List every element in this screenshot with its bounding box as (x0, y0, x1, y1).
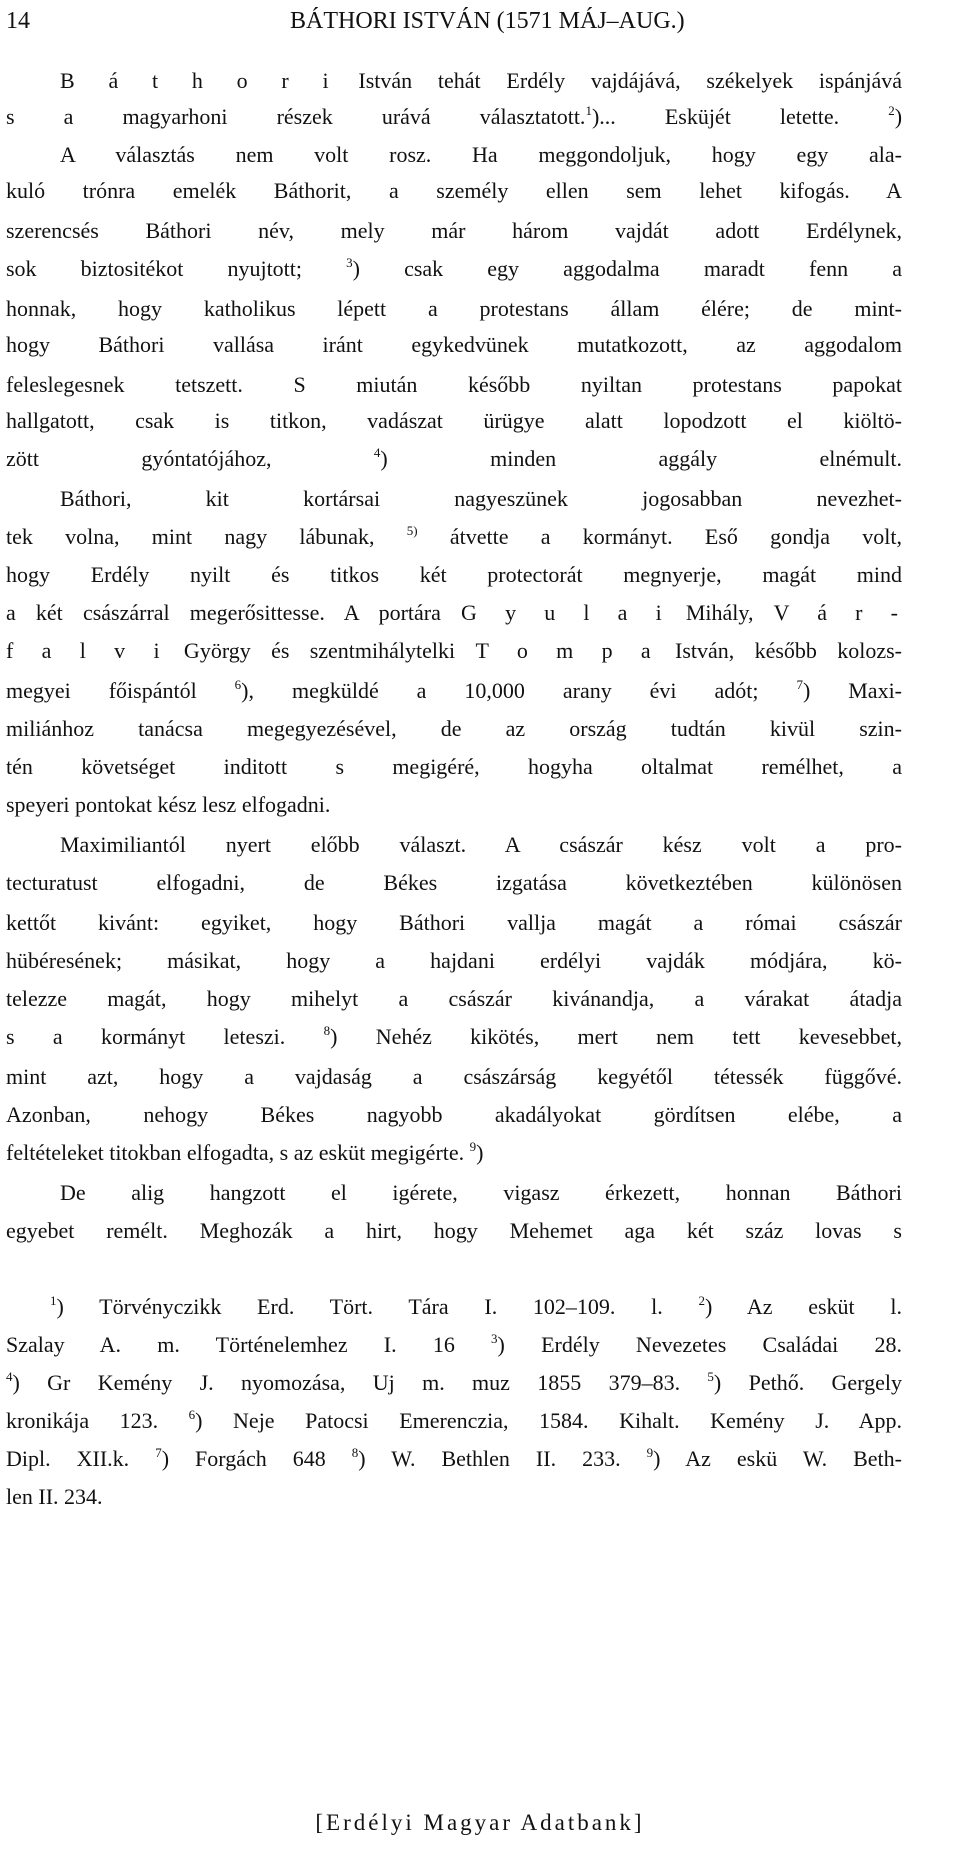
running-title: BÁTHORI ISTVÁN (1571 MÁJ–AUG.) (290, 8, 685, 34)
text-run: György és szentmihálytelki (163, 638, 476, 663)
footnote-ref: 6 (234, 677, 242, 692)
text-run: s a kormányt leteszi. (6, 1024, 324, 1049)
body-line (6, 406, 902, 436)
text-run: sok biztositékot nyujtott; (6, 256, 347, 281)
body-line (6, 102, 902, 132)
footnote-line (6, 1444, 902, 1474)
text-run: ) Neje Patocsi Emerenczia, 1584. Kihalt. Kemény J. App. (195, 1408, 902, 1433)
spaced-name: B á t h o r i (60, 68, 333, 93)
footnote-ref: 1 (50, 1293, 57, 1308)
footnote-ref: 2 (888, 103, 895, 118)
text-run: ) (894, 104, 903, 129)
body-line (6, 868, 902, 898)
text-run: Maximiliantól nyert előbb választ. A császár kész volt a pro- (60, 832, 902, 857)
footnote-line (6, 1406, 902, 1436)
text-run: miliánhoz tanácsa megegyezésével, de az ország tudtán kivül szin- (6, 716, 902, 741)
text-run: )... Esküjét letette. (591, 104, 889, 129)
body-line (6, 790, 940, 820)
text-run: ) W. Bethlen II. 233. (358, 1446, 647, 1471)
footnote-ref: 6 (188, 1407, 196, 1422)
footnote-line (6, 1330, 902, 1360)
body-line (6, 254, 902, 284)
footnote-ref: 3 (491, 1331, 498, 1346)
text-run: A választás nem volt rosz. Ha meggondoljuk, hogy egy ala- (60, 142, 902, 167)
body-line (6, 176, 902, 206)
body-line (6, 598, 902, 628)
text-run: kronikája 123. (6, 1408, 189, 1433)
text-run: speyeri pontokat kész lesz elfogadni. (6, 792, 331, 817)
body-line (6, 560, 902, 590)
text-run: Dipl. XII.k. (6, 1446, 156, 1471)
footnote-ref: 8 (351, 1445, 359, 1460)
footnote-ref: 4 (373, 445, 381, 460)
text-run: hogy Báthori vallása iránt egykedvünek mutatkozott, az aggodalom (6, 332, 902, 357)
body-line (6, 984, 902, 1014)
body-line (6, 636, 902, 666)
text-run: zött gyóntatójához, (6, 446, 374, 471)
body-line (6, 330, 902, 360)
body-line (6, 676, 902, 706)
body-line (6, 444, 902, 474)
text-run: hogy Erdély nyilt és titkos két protectorát megnyerje, magát mind (6, 562, 902, 587)
footnote-line (50, 1292, 902, 1322)
text-run: ) Pethő. Gergely (713, 1370, 902, 1395)
body-line (6, 1062, 902, 1092)
text-run: István, később kolozs- (654, 638, 902, 663)
body-line (6, 908, 902, 938)
text-run: Báthori, kit kortársai nagyeszünek jogosabban nevezhet- (60, 486, 902, 511)
text-run: tecturatust elfogadni, de Békes izgatása következtében különösen (6, 870, 902, 895)
body-line (6, 1138, 940, 1168)
text-run: kettőt kivánt: egyiket, hogy Báthori vallja magát a római császár (6, 910, 902, 935)
text-run: De alig hangzott el igérete, vigasz érkezett, honnan Báthori (60, 1180, 902, 1205)
body-line (6, 1100, 902, 1130)
body-line (6, 1022, 902, 1052)
text-run: honnak, hogy katholikus lépett a protestans állam élére; de mint- (6, 296, 902, 321)
text-run: feltételeket titokban elfogadta, s az esküt megigérte. (6, 1140, 470, 1165)
footnote-ref: 9 (469, 1139, 477, 1154)
footnote-ref: 9 (646, 1445, 654, 1460)
text-run: len II. 234. (6, 1484, 103, 1509)
body-line (6, 714, 902, 744)
body-line (60, 484, 902, 514)
text-run: ) Forgách 648 (161, 1446, 352, 1471)
text-run: kuló trónra emelék Báthorit, a személy ellen sem lehet kifogás. A (6, 178, 902, 203)
body-line (60, 830, 902, 860)
text-run: egyebet remélt. Meghozák a hirt, hogy Mehemet aga két száz lovas s (6, 1218, 902, 1243)
spaced-name: V á r - (773, 600, 902, 625)
spaced-name: T o m p a (475, 638, 655, 663)
body-line (60, 140, 902, 170)
spaced-name: G y u l a i (461, 600, 666, 625)
footnote-ref: 7 (796, 677, 803, 692)
text-run: hallgatott, csak is titkon, vadászat ürügye alatt lopodzott el kiöltö- (6, 408, 902, 433)
text-run: megyei főispántól (6, 678, 235, 703)
body-line (6, 752, 902, 782)
footnote-ref: 5) (406, 523, 418, 538)
body-line (6, 522, 902, 552)
text-run: tek volna, mint nagy lábunak, (6, 524, 407, 549)
text-run: szerencsés Báthori név, mely már három vajdát adott Erdélynek, (6, 218, 902, 243)
text-run: Szalay A. m. Történelemhez I. 16 (6, 1332, 492, 1357)
text-run: Azonban, nehogy Békes nagyobb akadályokat gördítsen elébe, a (6, 1102, 902, 1127)
text-run: Mihály, (665, 600, 774, 625)
text-run: István tehát Erdély vajdájává, székelyek ispánjává (332, 68, 902, 93)
text-run: ) csak egy aggodalma maradt fenn a (352, 256, 902, 281)
footnote-ref: 4 (6, 1369, 13, 1384)
body-line (6, 294, 902, 324)
text-run: ), megküldé a 10,000 arany évi adót; (241, 678, 797, 703)
text-run: s a magyarhoni részek urává választatott. (6, 104, 586, 129)
text-run: ) Erdély Nevezetes Családai 28. (497, 1332, 902, 1357)
text-run: átvette a kormányt. Eső gondja volt, (417, 524, 903, 549)
text-run: ) Az eskü W. Beth- (653, 1446, 902, 1471)
text-run: ) minden aggály elnémult. (380, 446, 903, 471)
page-number: 14 (6, 8, 30, 34)
text-run: ) Az esküt l. (705, 1294, 902, 1319)
footnote-ref: 8 (323, 1023, 331, 1038)
body-line (6, 946, 902, 976)
text-run: ) Nehéz kikötés, mert nem tett kevesebbet, (330, 1024, 902, 1049)
text-run: ) Gr Kemény J. nyomozása, Uj m. muz 1855 379–83. (12, 1370, 708, 1395)
text-run: hübéresének; másikat, hogy a hajdani erdélyi vajdák módjára, kö- (6, 948, 902, 973)
footnote-ref: 3 (346, 255, 353, 270)
footer-credit: [Erdélyi Magyar Adatbank] (315, 1810, 645, 1835)
body-line (60, 66, 902, 96)
text-run: ) Maxi- (802, 678, 903, 703)
text-run: a két császárral megerősittesse. A portára (6, 600, 462, 625)
footnote-line (6, 1482, 940, 1512)
footnote-ref: 5 (707, 1369, 714, 1384)
body-line (6, 216, 902, 246)
body-line (6, 370, 902, 400)
spaced-name: f a l v i (6, 638, 164, 663)
text-run: mint azt, hogy a vajdaság a császárság kegyétől tétessék függővé. (6, 1064, 902, 1089)
text-run: telezze magát, hogy mihelyt a császár kivánandja, a várakat átadja (6, 986, 902, 1011)
footnote-ref: 1 (585, 103, 592, 118)
text-run: ) Törvényczikk Erd. Tört. Tára I. 102–109. l. (56, 1294, 699, 1319)
body-line (6, 1216, 902, 1246)
text-run: tén követséget inditott s megigéré, hogyha oltalmat remélhet, a (6, 754, 902, 779)
text-run: feleslegesnek tetszett. S miután később nyiltan protestans papokat (6, 372, 902, 397)
footnote-ref: 2 (698, 1293, 705, 1308)
text-run: ) (476, 1140, 484, 1165)
footnote-ref: 7 (155, 1445, 162, 1460)
footnote-line (6, 1368, 902, 1398)
body-line (60, 1178, 902, 1208)
